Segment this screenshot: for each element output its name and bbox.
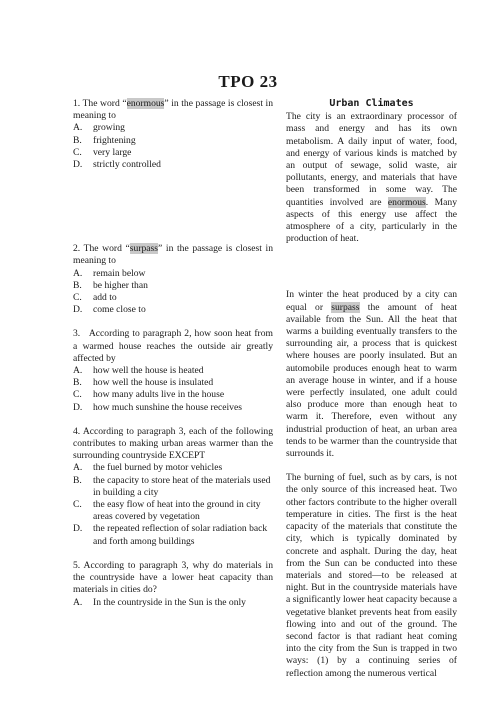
option-letter: C. — [73, 389, 82, 401]
highlighted-word-enormous: enormous — [126, 98, 165, 109]
passage-column — [286, 98, 457, 680]
option-text: the repeated reflection of solar radiation back and forth among buildings — [93, 523, 268, 547]
option-letter: A. — [73, 365, 83, 377]
option-text: how well the house is insulated — [93, 377, 214, 389]
option-letter: B. — [73, 474, 82, 486]
question-4-option-d[interactable] — [73, 523, 273, 547]
paragraph-1-start: The city is an extraordinary processor of mass and energy and has its own metabolism. A daily input of water, food, and energy of various kinds is matched by an output of sewage, solid waste, air pollutants, energy, and materials that have been transformed in some way. The quantities involved are — [286, 111, 457, 208]
question-4-option-a[interactable] — [73, 462, 273, 474]
highlighted-word-surpass: surpass — [129, 243, 159, 255]
question-1-option-a[interactable] — [73, 122, 273, 134]
question-1 — [73, 98, 273, 171]
option-text: remain below — [93, 267, 146, 279]
option-letter: A. — [73, 122, 83, 134]
page-title: TPO 23 — [218, 72, 278, 91]
option-text: strictly controlled — [93, 159, 161, 171]
paragraph-2-start: In winter the heat produced by a city can equal or — [286, 289, 457, 313]
question-4-stem: 4. According to paragraph 3, each of the following contributes to making urban areas warmer than the surrounding countryside EXCEPT — [73, 425, 273, 462]
question-3-option-b[interactable] — [73, 377, 273, 389]
option-text: how many adults live in the house — [93, 389, 225, 401]
passage-paragraph-3: The burning of fuel, such as by cars, is not the only source of this increased heat. Two other factors contribute to the higher overall temperature in cities. The first is the heat capacity of the materials that constitute the city, which is typically dominated by concrete and asphalt. During the day, heat from the Sun can be conducted into these materials and stored—to be released at night. But in the countryside materials have a significantly lower heat capacity because a vegetative blanket prevents heat from easily flowing into and out of the ground. The second factor is that radiant heat coming into the city from the Sun is trapped in two ways: (1) by a continuing series of reflection among the numerous vertical — [286, 472, 458, 679]
question-5 — [73, 560, 273, 609]
option-text: be higher than — [93, 279, 148, 291]
option-letter: C. — [73, 292, 82, 304]
question-1-stem-end: ” in the passage is closest in meaning to — [73, 98, 273, 122]
option-letter: D. — [73, 523, 83, 535]
question-2-option-d[interactable] — [73, 304, 273, 316]
option-letter: A. — [73, 462, 83, 474]
option-letter: A. — [73, 267, 83, 279]
question-1-stem-start: 1. The word “ — [73, 98, 127, 109]
passage-paragraph-2 — [286, 289, 457, 460]
question-5-stem: 5. According to paragraph 3, why do materials in the countryside have a lower heat capacity than materials in cities do? — [73, 559, 273, 596]
option-text: how well the house is heated — [93, 365, 204, 377]
option-text: very large — [93, 146, 132, 158]
question-2-option-c[interactable] — [73, 292, 273, 304]
option-letter: D. — [73, 304, 83, 316]
passage-highlight-enormous: enormous — [387, 196, 426, 208]
option-text: In the countryside in the Sun is the only — [93, 596, 246, 608]
question-2-stem-end: ” in the passage is closest in meaning to — [73, 243, 274, 267]
question-2-option-b[interactable] — [73, 280, 273, 292]
option-letter: D. — [73, 159, 83, 171]
question-4-option-b[interactable] — [73, 475, 273, 499]
option-text: how much sunshine the house receives — [93, 401, 242, 413]
option-text: come close to — [93, 304, 146, 316]
question-1-option-b[interactable] — [73, 135, 273, 147]
question-3-option-a[interactable] — [73, 365, 273, 377]
option-letter: C. — [73, 146, 82, 158]
question-5-option-a[interactable] — [73, 597, 273, 609]
question-3 — [73, 328, 273, 413]
question-3-stem: 3. According to paragraph 2, how soon heat from a warmed house reaches the outside air greatly affected by — [73, 328, 273, 364]
option-text: the easy flow of heat into the ground in city areas covered by vegetation — [93, 499, 261, 523]
option-text: the capacity to store heat of the materials used in building a city — [93, 474, 271, 498]
paragraph-2-end: the amount of heat available from the Sun. All the heat that warms a building eventually transfers to the surrounding air, a process that is quickest where houses are poorly insulated. But an automobile produces enough heat to warm an average house in winter, and if a house were perfectly insulated, one adult could also produce more than enough heat to warm it. Therefore, even without any industrial production of heat, an urban area tends to be warmer than the countryside that surrounds it. — [286, 301, 457, 460]
option-text: add to — [93, 292, 117, 304]
question-1-stem — [73, 98, 273, 122]
option-letter: B. — [73, 279, 82, 291]
option-letter: B. — [73, 377, 82, 389]
question-1-option-c[interactable] — [73, 147, 273, 159]
option-text: growing — [93, 122, 125, 134]
passage-title: Urban Climates — [329, 98, 414, 109]
option-letter: D. — [73, 401, 83, 413]
question-2 — [73, 243, 273, 316]
option-letter: B. — [73, 134, 82, 146]
question-2-option-a[interactable] — [73, 268, 273, 280]
questions-column — [73, 98, 273, 609]
option-text: the fuel burned by motor vehicles — [93, 462, 223, 474]
paragraph-1-end: . Many aspects of this energy use affect the atmosphere of a city, particularly in the production of heat. — [286, 196, 457, 245]
question-3-option-c[interactable] — [73, 389, 273, 401]
passage-highlight-surpass: surpass — [331, 301, 360, 313]
option-letter: A. — [73, 596, 83, 608]
passage-paragraph-1 — [286, 111, 457, 245]
question-2-stem-start: 2. The word “ — [73, 243, 130, 255]
option-letter: C. — [73, 499, 82, 511]
option-text: frightening — [93, 134, 136, 146]
question-1-option-d[interactable] — [73, 159, 273, 171]
question-2-stem — [73, 243, 273, 267]
question-4-option-c[interactable] — [73, 499, 273, 523]
question-4 — [73, 426, 273, 548]
question-3-option-d[interactable] — [73, 402, 273, 414]
